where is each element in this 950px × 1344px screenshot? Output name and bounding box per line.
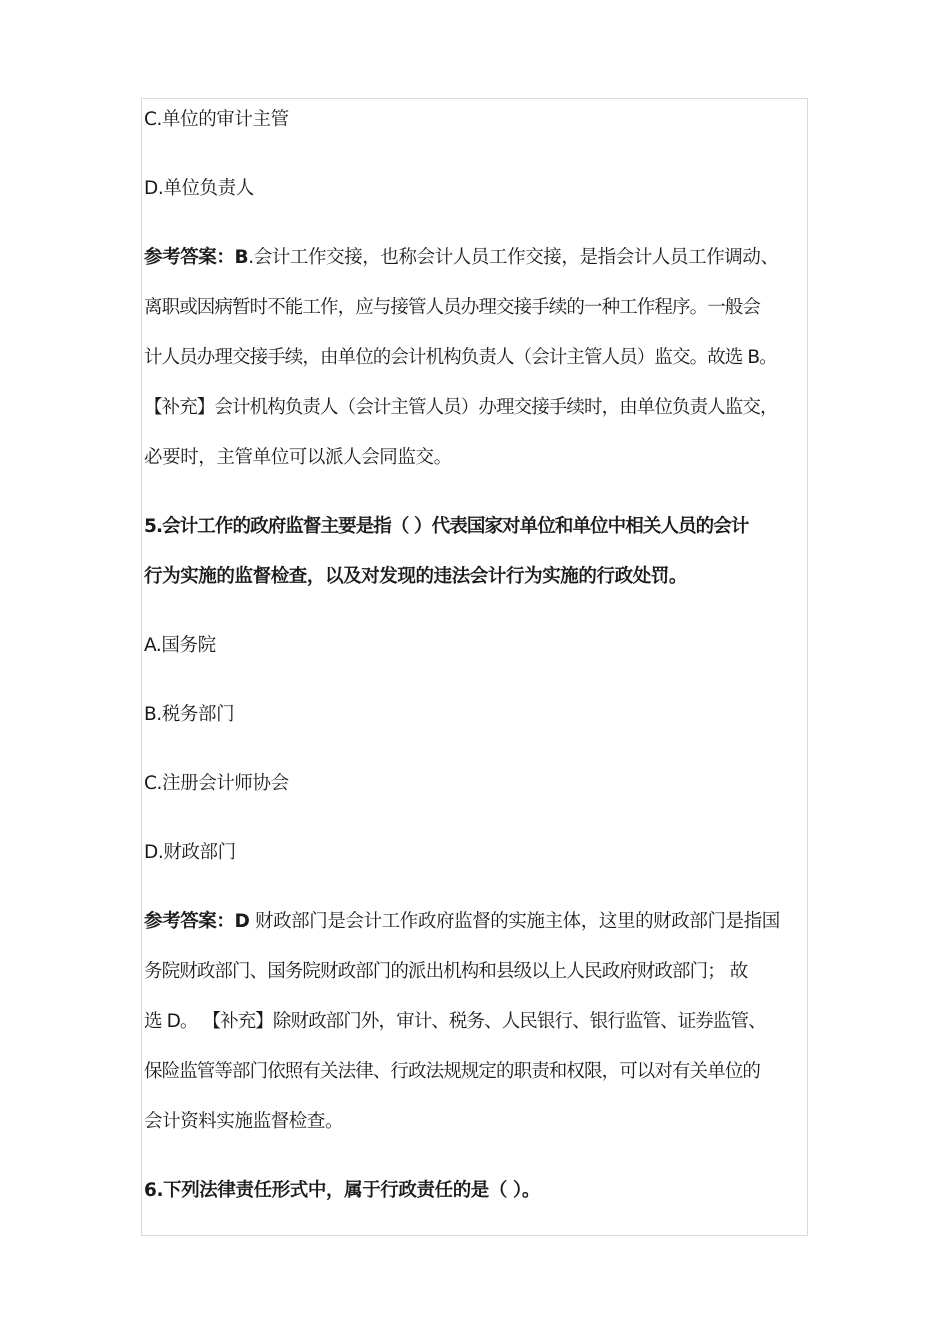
- q4-explanation-line: 【补充】会计机构负责人（会计主管人员）办理交接手续时，由单位负责人监交，: [144, 397, 778, 418]
- q5-explanation-text: 财政部门是会计工作政府监督的实施主体，这里的财政部门是指国: [249, 911, 780, 932]
- q5-explanation-line: 保险监管等部门依照有关法律、行政法规规定的职责和权限，可以对有关单位的: [144, 1061, 761, 1082]
- q5-option-c: C.注册会计师协会: [144, 773, 289, 794]
- q5-explanation-line: 选 D。 【补充】除财政部门外，审计、税务、人民银行、银行监管、证券监管、: [144, 1011, 766, 1032]
- q5-answer-letter: D: [234, 911, 250, 932]
- q4-explanation-line: 必要时，主管单位可以派人会同监交。: [144, 447, 452, 468]
- q5-option-b: B.税务部门: [144, 704, 235, 725]
- q5-option-d: D.财政部门: [144, 842, 236, 863]
- q5-explanation-line: 务院财政部门、国务院财政部门的派出机构和县级以上人民政府财政部门； 故: [144, 961, 748, 982]
- q6-stem: 6.下列法律责任形式中，属于行政责任的是（ ）。: [144, 1180, 540, 1201]
- q4-option-c: C.单位的审计主管: [144, 109, 289, 130]
- q4-explanation-line: 计人员办理交接手续，由单位的会计机构负责人（会计主管人员）监交。故选 B。: [144, 347, 777, 368]
- q4-option-d: D.单位负责人: [144, 178, 254, 199]
- q5-stem-line: 行为实施的监督检查，以及对发现的违法会计行为实施的行政处罚。: [144, 566, 688, 587]
- q5-option-a: A.国务院: [144, 635, 216, 656]
- q4-explanation-text: .会计工作交接，也称会计人员工作交接，是指会计人员工作调动、: [248, 247, 779, 268]
- q4-answer-letter: B: [234, 247, 249, 268]
- q4-answer-line-1: [144, 245, 779, 271]
- q5-explanation-line: 会计资料实施监督检查。: [144, 1111, 344, 1132]
- q5-answer-label: 参考答案：: [144, 911, 235, 932]
- q5-answer-line-1: [144, 909, 780, 935]
- q4-answer-label: 参考答案：: [144, 247, 235, 268]
- q5-stem-line: 5.会计工作的政府监督主要是指（ ）代表国家对单位和单位中相关人员的会计: [144, 516, 749, 537]
- q4-explanation-line: 离职或因病暂时不能工作，应与接管人员办理交接手续的一种工作程序。一般会: [144, 297, 761, 318]
